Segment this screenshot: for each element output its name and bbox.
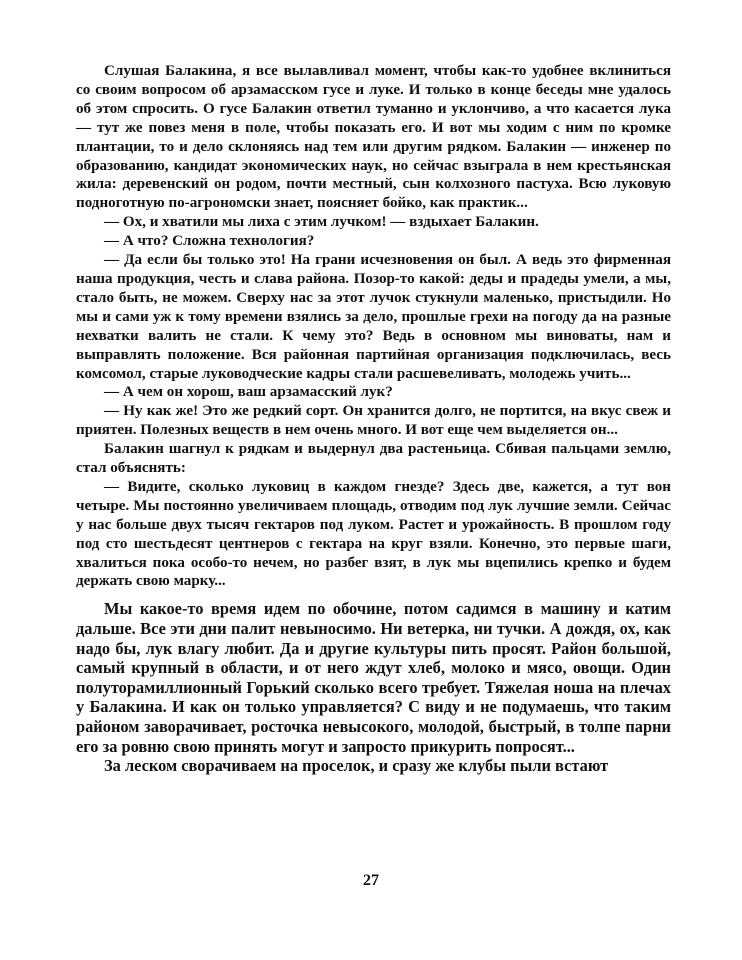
paragraph-3: Мы какое-то время идем по обочине, потом садимся в машину и катим дальше. Все эти дни палит невыносимо. Ни ветерка, ни тучки. А дождя, ох, как надо бы, лук влагу любит. Да и другие культуры пить просят. Район большой, самый крупный в области, и от него ждут хлеб, молоко и мясо, овощи. Один полуторамиллионный Горький сколько всего требует. Тяжелая ноша на плечах у Балакина. И как он только управляется? С виду и не подумаешь, что таким районом заворачивает, росточка невысокого, молодой, быстрый, в толпе парни его за ровню свою принять могут и запросто прикурить попросят... (76, 599, 671, 756)
paragraph-1: Слушая Балакина, я все вылавливал момент, чтобы как-то удобнее вклиниться со своим вопросом об арзамасском гусе и луке. И только в конце беседы мне удалось об этом спросить. О гусе Балакин ответил туманно и уклончиво, а что касается лука — тут же повез меня в поле, чтобы показать его. И вот мы ходим с ним по кромке плантации, то и дело склоняясь над тем или другим рядком. Балакин — инженер по образованию, кандидат экономических наук, но сейчас взыграла в нем крестьянская жила: деревенский он родом, почти местный, сын колхозного пастуха. Всю луковую подноготную по-агрономски знает, поясняет бойко, как практик... (76, 63, 671, 212)
dialogue-line-6: — Видите, сколько луковиц в каждом гнезде? Здесь две, кажется, а тут вон четыре. Мы постоянно увеличиваем площадь, отводим под лук лучшие земли. Сейчас у нас больше двух тысяч гектаров под луком. Растет и урожайность. В прошлом году под сто шестьдесят центнеров с гектара на круг взяли. Конечно, это первые шаги, хвалиться пока особо-то нечем, но разбег взят, в лук мы вцепились крепко и будем держать свою марку... (76, 478, 671, 590)
dialogue-line-4: — А чем он хорош, ваш арзамасский лук? (104, 384, 393, 401)
page-number: 27 (363, 872, 379, 889)
page-body (76, 62, 671, 776)
dialogue-line-2: — А что? Сложна технология? (104, 233, 315, 250)
section-gap (76, 591, 671, 599)
dialogue-line-5: — Ну как же! Это же редкий сорт. Он хранится долго, не портится, на вкус свеж и приятен. Полезных веществ в нем очень много. И вот еще чем выделяется он... (76, 403, 671, 439)
dialogue-line-1: — Ох, и хватили мы лиха с этим лучком! — вздыхает Балакин. (104, 214, 539, 231)
paragraph-4: За леском сворачиваем на проселок, и сразу же клубы пыли встают (104, 756, 609, 776)
paragraph-2: Балакин шагнул к рядкам и выдернул два растеньица. Сбивая пальцами землю, стал объяснять: (76, 441, 671, 477)
dialogue-line-3: — Да если бы только это! На грани исчезновения он был. А ведь это фирменная наша продукция, честь и слава района. Позор-то какой: деды и прадеды умели, а мы, стало быть, не можем. Сверху нас за этот лучок стукнули маленько, пристыдили. Но мы и сами уж к тому времени взялись за дело, прошлые грехи на погоду да на разные нехватки валить не стали. К чему это? Ведь в основном мы виноваты, нам и выправлять положение. Вся районная партийная организация подключилась, весь комсомол, старые луководческие кадры стали расшевеливать, молодежь учить... (76, 252, 671, 382)
